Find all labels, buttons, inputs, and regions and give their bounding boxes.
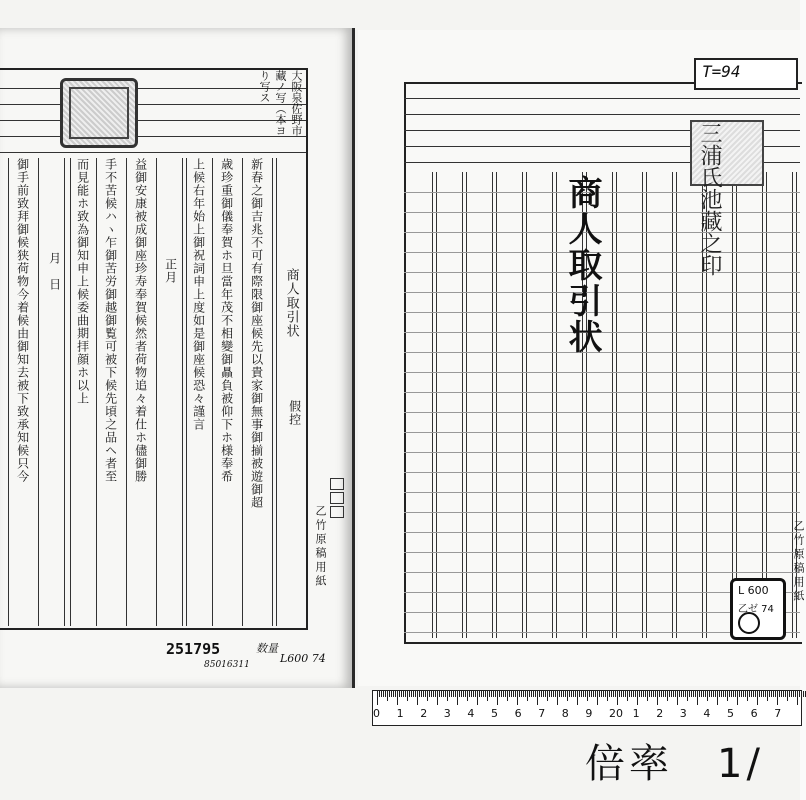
ruler-tick: [539, 691, 540, 697]
ruler-tick: [389, 691, 390, 697]
ruler-tick: [395, 691, 396, 697]
ruler-tick: [579, 691, 580, 697]
ruler-tick: [421, 691, 422, 697]
ruler-tick: [627, 691, 628, 701]
ruler-tick: [603, 691, 604, 697]
ruler-tick: [503, 691, 504, 697]
ruler-tick: [639, 691, 640, 697]
owner-seal-text: 三浦氏池藏之印: [697, 122, 722, 276]
ruler-number: 7: [774, 707, 782, 720]
grid-column-rule: [646, 172, 647, 638]
ruler-ticks: [373, 691, 801, 725]
ruler-tick: [765, 691, 766, 697]
ruler-tick: [417, 691, 418, 705]
ruler-tick: [529, 691, 530, 697]
ruler-tick: [791, 691, 792, 697]
ruler-tick: [653, 691, 654, 697]
text-column: 歳珍重御儀奉賀ホ旦當年茂不相變御贔負被仰下ホ様奉希: [219, 158, 234, 483]
grid-column-rule: [736, 172, 737, 638]
ruler-tick: [561, 691, 562, 697]
grid-column-rule: [672, 172, 673, 638]
grid-rule: [404, 98, 800, 99]
ruler-tick: [405, 691, 406, 697]
ruler-tick: [493, 691, 494, 697]
grid-column-rule: [496, 172, 497, 638]
ruler-tick: [775, 691, 776, 697]
ruler-tick: [543, 691, 544, 697]
ruler-tick: [803, 691, 804, 697]
ruler-tick: [427, 691, 428, 701]
ruler-tick: [619, 691, 620, 697]
ruler-tick: [577, 691, 578, 705]
grid-cell-rule: [404, 452, 800, 453]
ruler-tick: [599, 691, 600, 697]
ruler-tick: [463, 691, 464, 697]
grid-cell-rule: [404, 472, 800, 473]
ruler-tick: [401, 691, 402, 697]
text-column: 益御安康被成御座珍寿奉賀候然者荷物追々着仕ホ儘御勝: [133, 158, 148, 483]
ruler-tick: [695, 691, 696, 697]
ruler-tick: [673, 691, 674, 697]
ruler-tick: [707, 691, 708, 701]
ruler-tick: [693, 691, 694, 697]
ruler-tick: [623, 691, 624, 697]
grid-column-rule: [766, 172, 767, 638]
ruler-tick: [459, 691, 460, 697]
ruler-tick: [621, 691, 622, 697]
ruler-tick: [689, 691, 690, 697]
ruler-tick: [567, 691, 568, 701]
grid-column-rule: [612, 172, 613, 638]
ruler-tick: [387, 691, 388, 701]
grid-cell-rule: [404, 492, 800, 493]
ruler-tick: [429, 691, 430, 697]
ruler-tick: [701, 691, 702, 697]
ruler-tick: [655, 691, 656, 697]
ruler-tick: [667, 691, 668, 701]
ruler-tick: [727, 691, 728, 701]
grid-column-rule: [676, 172, 677, 638]
ruler-tick: [729, 691, 730, 697]
grid-column-rule: [436, 172, 437, 638]
ruler-tick: [703, 691, 704, 697]
ruler-tick: [551, 691, 552, 697]
ruler-tick: [399, 691, 400, 697]
grid-column-rule: [432, 172, 433, 638]
grid-column-rule: [526, 172, 527, 638]
ruler-tick: [663, 691, 664, 697]
ruler-tick: [783, 691, 784, 697]
ruler-tick: [545, 691, 546, 697]
document-title: 商人取引状: [562, 175, 602, 355]
ruler-tick: [509, 691, 510, 697]
ruler-tick: [527, 691, 528, 701]
ruler-tick: [565, 691, 566, 697]
label-text: T=94: [702, 62, 741, 81]
ruler-number: 8: [561, 707, 569, 720]
ruler-tick: [437, 691, 438, 705]
ruler-tick: [453, 691, 454, 697]
ruler-tick: [671, 691, 672, 697]
ruler-tick: [679, 691, 680, 697]
ruler-tick: [685, 691, 686, 697]
ruler-number: 5: [727, 707, 734, 720]
ruler-tick: [587, 691, 588, 701]
ruler-tick: [789, 691, 790, 697]
ruler-tick: [425, 691, 426, 697]
ruler-tick: [645, 691, 646, 697]
ruler-number: 2: [420, 707, 428, 720]
handwritten-note-2: L600 74: [280, 652, 326, 665]
ruler-tick: [717, 691, 718, 705]
ruler-tick: [461, 691, 462, 697]
ruler-number: 20: [609, 707, 623, 720]
ruler-tick: [631, 691, 632, 697]
scale-label: 倍率 1/: [585, 741, 764, 787]
ruler-tick: [641, 691, 642, 697]
ruler-tick: [797, 691, 798, 705]
text-column: 上候右年始上御祝詞申上度如是御座候恐々謹言: [191, 158, 206, 431]
ruler-tick: [533, 691, 534, 697]
ruler-tick: [455, 691, 456, 697]
grid-cell-rule: [404, 552, 800, 553]
ruler-number: 0: [373, 707, 380, 720]
document-header: [248, 70, 306, 148]
ruler-tick: [591, 691, 592, 697]
ruler-tick: [445, 691, 446, 697]
ruler-tick: [755, 691, 756, 697]
ruler-tick: [531, 691, 532, 697]
ruler-tick: [379, 691, 380, 697]
left-page-title: 商人取引状: [283, 268, 299, 338]
ruler-tick: [787, 691, 788, 701]
ruler-tick: [451, 691, 452, 697]
ruler-tick: [433, 691, 434, 697]
ruler-tick: [511, 691, 512, 697]
ruler-tick: [423, 691, 424, 697]
ruler-tick: [485, 691, 486, 697]
call-number-circle: [738, 612, 760, 634]
ruler-tick: [419, 691, 420, 697]
ruler-tick: [481, 691, 482, 697]
ruler-tick: [483, 691, 484, 697]
ruler-tick: [441, 691, 442, 697]
ruler-tick: [647, 691, 648, 701]
ruler-tick: [675, 691, 676, 697]
ruler-tick: [465, 691, 466, 697]
ruler-tick: [799, 691, 800, 697]
ruler-tick: [489, 691, 490, 697]
ruler-tick: [559, 691, 560, 697]
ruler-tick: [785, 691, 786, 697]
ruler-tick: [391, 691, 392, 697]
ruler-tick: [615, 691, 616, 697]
ruler-tick: [753, 691, 754, 697]
ruler-tick: [793, 691, 794, 697]
ruler-tick: [443, 691, 444, 697]
ruler-number: 6: [514, 707, 522, 720]
ruler-tick: [769, 691, 770, 697]
ruler-number: 4: [467, 707, 475, 720]
ruler-tick: [637, 691, 638, 705]
ruler-tick: [491, 691, 492, 697]
ruler-tick: [651, 691, 652, 697]
ruler-tick: [473, 691, 474, 697]
ruler-tick: [757, 691, 758, 705]
marker-boxes: [330, 478, 342, 520]
ruler-tick: [763, 691, 764, 697]
ruler-tick: [699, 691, 700, 697]
ruler-tick: [569, 691, 570, 697]
ruler-tick: [665, 691, 666, 697]
ruler-tick: [625, 691, 626, 697]
ruler-tick: [547, 691, 548, 701]
grid-column-rule: [552, 172, 553, 638]
ruler-tick: [629, 691, 630, 697]
ruler-tick: [497, 691, 498, 705]
ruler-tick: [479, 691, 480, 697]
header-line3: り写ス: [258, 70, 271, 103]
text-column: 御手前致拜御候狭荷物今着候由御知去被下致承知候只今: [15, 158, 30, 483]
grid-rule: [404, 114, 800, 115]
ruler-tick: [611, 691, 612, 697]
ruler-number: 9: [585, 707, 593, 720]
catalog-stamp-small: 85016311: [204, 660, 250, 670]
handwritten-note-1: 数量: [256, 642, 278, 655]
ruler-tick: [597, 691, 598, 705]
ruler-tick: [549, 691, 550, 697]
ruler-tick: [661, 691, 662, 697]
ruler-tick: [407, 691, 408, 701]
ruler-number: 7: [538, 707, 546, 720]
ruler-tick: [607, 691, 608, 701]
header-line1: 大阪泉佐野市: [290, 70, 303, 136]
call-number-line1: L 600: [738, 584, 769, 597]
ruler-tick: [557, 691, 558, 705]
ruler-tick: [737, 691, 738, 705]
ruler-tick: [413, 691, 414, 697]
ruler-tick: [767, 691, 768, 701]
ruler-tick: [563, 691, 564, 697]
ruler-tick: [475, 691, 476, 697]
ruler-number: 5: [491, 707, 498, 720]
ruler-tick: [677, 691, 678, 705]
ruler-tick: [571, 691, 572, 697]
ruler-tick: [725, 691, 726, 697]
ruler-tick: [393, 691, 394, 697]
ruler-tick: [657, 691, 658, 705]
text-column: 月 日: [47, 252, 62, 291]
ruler-tick: [745, 691, 746, 697]
ruler-tick: [469, 691, 470, 697]
ruler-tick: [397, 691, 398, 705]
ruler-tick: [471, 691, 472, 697]
ruler-tick: [439, 691, 440, 697]
ruler-tick: [383, 691, 384, 697]
grid-column-rule: [616, 172, 617, 638]
ruler-number: 1: [396, 707, 404, 720]
ruler-number: 6: [750, 707, 758, 720]
ruler-tick: [573, 691, 574, 697]
ruler-tick: [515, 691, 516, 697]
ruler-number: 3: [679, 707, 687, 720]
ruler-tick: [715, 691, 716, 697]
ruler-tick: [649, 691, 650, 697]
ruler-tick: [751, 691, 752, 697]
ruler-tick: [575, 691, 576, 697]
ruler-tick: [609, 691, 610, 697]
paper-maker-left: 乙竹原稿用紙: [314, 505, 327, 589]
grid-column-rule: [762, 172, 763, 638]
ruler-tick: [435, 691, 436, 697]
ruler-tick: [583, 691, 584, 697]
ruler-tick: [713, 691, 714, 697]
ruler-tick: [487, 691, 488, 701]
ruler-tick: [501, 691, 502, 697]
ruler-tick: [585, 691, 586, 697]
ruler-tick: [719, 691, 720, 697]
ruler-tick: [747, 691, 748, 701]
text-column: 正月: [163, 258, 178, 284]
grid-cell-rule: [404, 512, 800, 513]
header-line2: 藏ノ写（本ヨ: [274, 70, 287, 136]
ruler-tick: [431, 691, 432, 697]
ruler-tick: [697, 691, 698, 705]
paper-maker-right: 乙竹原稿用紙: [792, 520, 805, 604]
ruler-tick: [385, 691, 386, 697]
grid-cell-rule: [404, 432, 800, 433]
text-column: 手不苦候ハヽ乍御苦労御越御覧可被下候先頃之品ヘ者至: [103, 158, 118, 483]
ruler-tick: [513, 691, 514, 697]
ruler-tick: [711, 691, 712, 697]
ruler-number: 2: [656, 707, 664, 720]
ruler-tick: [553, 691, 554, 697]
ruler-tick: [507, 691, 508, 701]
ruler-tick: [709, 691, 710, 697]
ruler-tick: [801, 691, 802, 697]
ruler-tick: [589, 691, 590, 697]
ruler-tick: [581, 691, 582, 697]
ruler-tick: [735, 691, 736, 697]
ruler-tick: [731, 691, 732, 697]
scale-ruler: [372, 690, 802, 726]
grid-column-rule: [462, 172, 463, 638]
ruler-tick: [635, 691, 636, 697]
ruler-tick: [593, 691, 594, 697]
ruler-tick: [457, 691, 458, 705]
ruler-tick: [681, 691, 682, 697]
ruler-tick: [449, 691, 450, 697]
ruler-tick: [555, 691, 556, 697]
text-column: 而見能ホ致為御知申上候委曲期拝顔ホ以上: [75, 158, 90, 405]
grid-cell-rule: [404, 572, 800, 573]
catalog-stamp-number: 251795: [166, 640, 221, 658]
ruler-tick: [495, 691, 496, 697]
ruler-tick: [773, 691, 774, 697]
ruler-tick: [683, 691, 684, 697]
ruler-tick: [605, 691, 606, 697]
ruler-tick: [691, 691, 692, 697]
ruler-tick: [517, 691, 518, 705]
grid-column-rule: [466, 172, 467, 638]
ruler-tick: [499, 691, 500, 697]
title-area: [554, 175, 612, 390]
ruler-number: 4: [703, 707, 711, 720]
grid-column-rule: [492, 172, 493, 638]
ruler-tick: [795, 691, 796, 697]
ruler-tick: [595, 691, 596, 697]
ruler-tick: [777, 691, 778, 705]
ruler-tick: [601, 691, 602, 697]
grid-column-rule: [642, 172, 643, 638]
ruler-tick: [477, 691, 478, 705]
ruler-tick: [643, 691, 644, 697]
ruler-tick: [467, 691, 468, 701]
ruler-tick: [733, 691, 734, 697]
ruler-tick: [633, 691, 634, 697]
ruler-tick: [723, 691, 724, 697]
ruler-tick: [505, 691, 506, 697]
call-number-line2: 乙ゼ 74: [738, 604, 774, 615]
ruler-tick: [743, 691, 744, 697]
ruler-tick: [613, 691, 614, 697]
ruler-tick: [781, 691, 782, 697]
text-column: 新春之御吉兆不可有際限御座候先以貴家御無事御揃被遊御超: [249, 158, 264, 509]
ruler-tick: [739, 691, 740, 697]
grid-column-rule: [732, 172, 733, 638]
ruler-number: 1: [632, 707, 640, 720]
ruler-number: 3: [443, 707, 451, 720]
ruler-tick: [403, 691, 404, 697]
ruler-tick: [687, 691, 688, 701]
ruler-tick: [535, 691, 536, 697]
ruler-tick: [759, 691, 760, 697]
ruler-tick: [617, 691, 618, 705]
ruler-tick: [669, 691, 670, 697]
ruler-tick: [749, 691, 750, 697]
ruler-tick: [541, 691, 542, 697]
ruler-tick: [409, 691, 410, 697]
ruler-tick: [771, 691, 772, 697]
ruler-tick: [741, 691, 742, 697]
grid-cell-rule: [404, 412, 800, 413]
ruler-tick: [721, 691, 722, 697]
ruler-tick: [411, 691, 412, 697]
ruler-tick: [381, 691, 382, 697]
library-seal: [60, 78, 138, 148]
grid-cell-rule: [404, 532, 800, 533]
ruler-tick: [659, 691, 660, 697]
ruler-tick: [523, 691, 524, 697]
grid-cell-rule: [404, 392, 800, 393]
ruler-tick: [447, 691, 448, 701]
ruler-tick: [377, 691, 378, 705]
ruler-tick: [519, 691, 520, 697]
ruler-tick: [537, 691, 538, 705]
ruler-tick: [761, 691, 762, 697]
ruler-tick: [415, 691, 416, 697]
grid-column-rule: [522, 172, 523, 638]
ruler-tick: [705, 691, 706, 697]
ruler-tick: [521, 691, 522, 697]
ruler-tick: [779, 691, 780, 697]
ruler-tick: [525, 691, 526, 697]
title-note: 假控: [287, 400, 302, 426]
